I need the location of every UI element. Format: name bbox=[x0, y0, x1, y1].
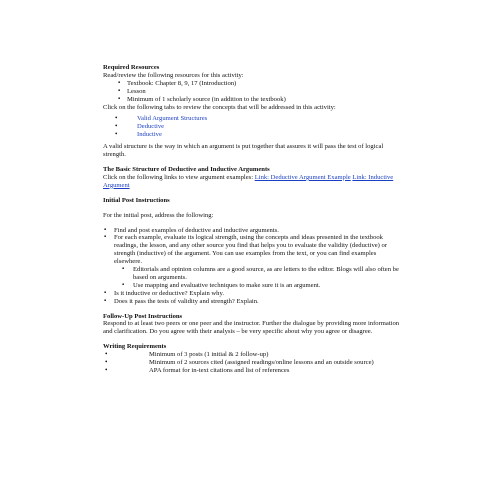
writing-list bbox=[103, 351, 403, 375]
writing-requirements-heading: Writing Requirements bbox=[103, 343, 167, 351]
basic-text: Click on the following links to view argument examples: bbox=[103, 173, 255, 181]
required-list bbox=[103, 80, 403, 104]
list-item: • Minimum of 2 sources cited (assigned readings/online lessons and an outside source) bbox=[103, 359, 403, 367]
list-item: ▪ Does it pass the tests of validity and strength? Explain. bbox=[103, 298, 403, 306]
concept-tabs bbox=[103, 115, 403, 139]
inductive-example-link[interactable]: Link: Inductive Argument bbox=[103, 173, 394, 189]
deductive-example-link[interactable]: Link: Deductive Argument Example bbox=[254, 173, 351, 181]
valid-structure-text: A valid structure is the way in which an argument is put together that assures it will pass the test of logical strength. bbox=[103, 143, 384, 159]
list-item: ▪ Is it inductive or deductive? Explain why. bbox=[103, 290, 403, 298]
tab-deductive[interactable]: Deductive bbox=[137, 123, 165, 131]
initial-list bbox=[103, 227, 403, 306]
followup-heading: Follow-Up Post Instructions bbox=[103, 312, 183, 320]
list-item: • APA format for in-text citations and list of references bbox=[103, 367, 403, 375]
required-intro: Read/review the following resources for this activity: bbox=[103, 71, 244, 79]
list-item: • Minimum of 3 posts (1 initial & 2 follow-up) bbox=[103, 351, 403, 359]
list-item: ▪ Textbook: Chapter 8, 9, 17 (Introduction) bbox=[103, 80, 403, 88]
followup-text: Respond to at least two peers or one peer and the instructor. Further the dialogue by providing more information and clarification. Do you agree with their analysis – be very specific about why you agree or disagree. bbox=[103, 320, 400, 336]
tab-inductive[interactable]: Inductive bbox=[137, 131, 162, 139]
basic-structure-text bbox=[103, 174, 403, 190]
tabs-intro: Click on the following tabs to review the concepts that will be addressed in this activity: bbox=[103, 103, 336, 111]
list-item: ▪ Use mapping and evaluative techniques to make sure it is an argument. bbox=[103, 282, 403, 290]
list-item: ▪ Editorials and opinion columns are a good source, as are letters to the editor. Blogs will also often be based on arguments. bbox=[103, 266, 403, 282]
list-item: ▪ Find and post examples of deductive and inductive arguments. bbox=[103, 227, 403, 235]
basic-structure-heading: The Basic Structure of Deductive and Inductive Arguments bbox=[103, 165, 270, 173]
document-body bbox=[103, 64, 403, 375]
initial-intro: For the initial post, address the following: bbox=[103, 211, 214, 219]
list-item: ▪ Minimum of 1 scholarly source (in addition to the textbook) bbox=[103, 96, 403, 104]
initial-post-heading: Initial Post Instructions bbox=[103, 196, 170, 204]
list-item: ▪ Lesson bbox=[103, 88, 403, 96]
list-item: ▪ For each example, evaluate its logical strength, using the concepts and ideas presented in the textbook readings, the lesson, and any other source you find that helps you to evaluate the validity (deductive) or strength (inductive) of the argument. You can use examples from the text, or you can find examples elsewhere. bbox=[103, 234, 403, 266]
tab-valid-argument-structures[interactable]: Valid Argument Structures bbox=[137, 115, 208, 123]
required-resources-heading: Required Resources bbox=[103, 64, 160, 71]
